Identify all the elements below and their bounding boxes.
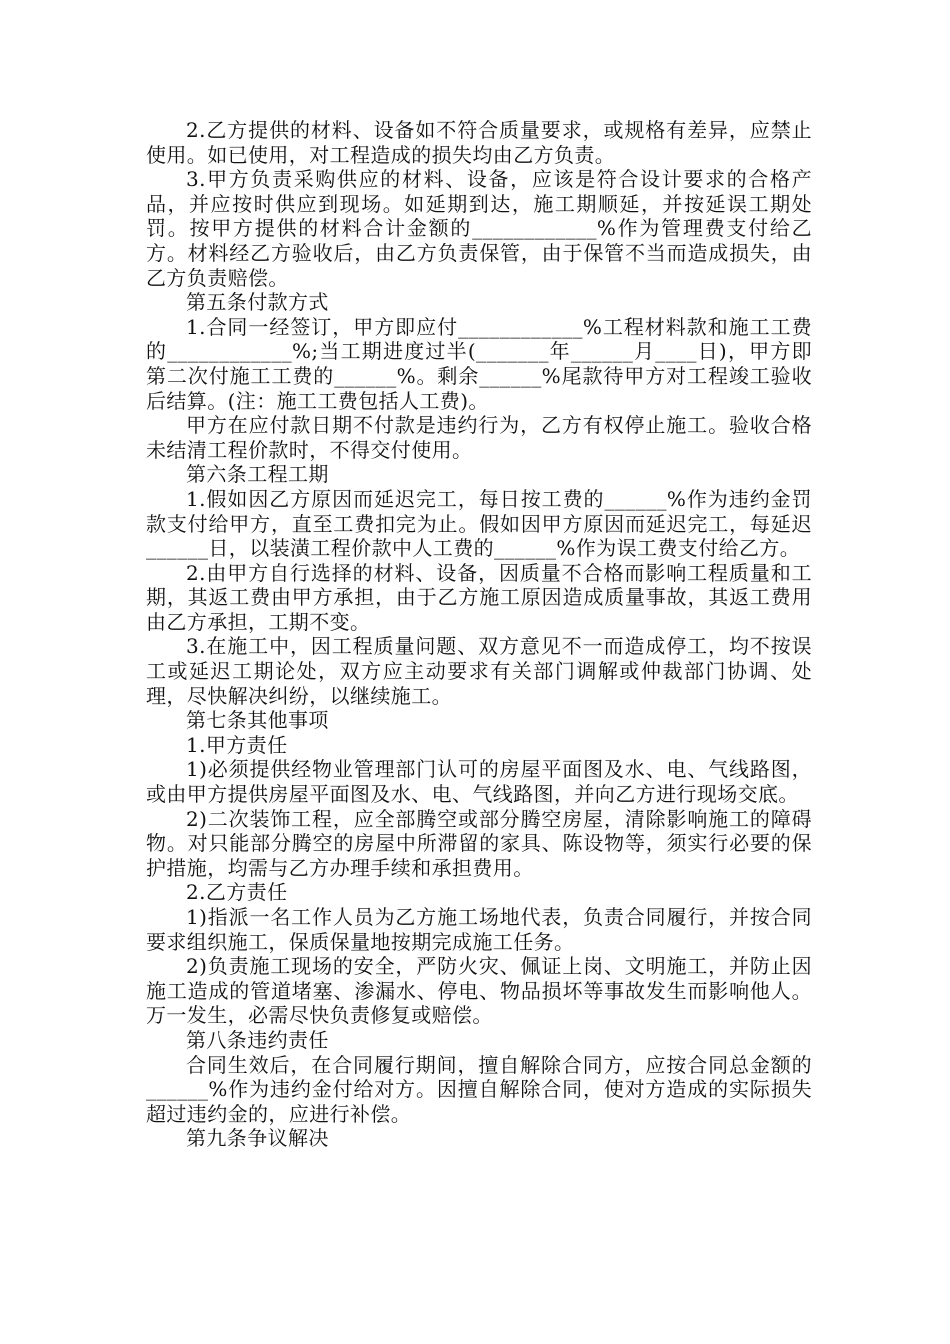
paragraph-party-b-duty-2: 2)负责施工现场的安全，严防火灾、佩证上岗、文明施工，并防止因施工造成的管道堵塞、渗漏水、停电、物品损坏等事故发生而影响他人。万一发生，必需尽快负责修复或赔偿。 (146, 954, 812, 1028)
paragraph-party-b-duty-1: 1)指派一名工作人员为乙方施工场地代表，负责合同履行，并按合同要求组织施工，保质保量地按期完成施工任务。 (146, 905, 812, 954)
paragraph-clause-4-item-2: 2.乙方提供的材料、设备如不符合质量要求，或规格有差异，应禁止使用。如已使用，对工程造成的损失均由乙方负责。 (146, 118, 812, 167)
paragraph-schedule-item-3: 3.在施工中，因工程质量问题、双方意见不一而造成停工，均不按误工或延迟工期论处，双方应主动要求有关部门调解或仲裁部门协调、处理，尽快解决纠纷，以继续施工。 (146, 634, 812, 708)
paragraph-party-a-duty-2: 2)二次装饰工程，应全部腾空或部分腾空房屋，清除影响施工的障碍物。对只能部分腾空的房屋中所滞留的家具、陈设物等，须实行必要的保护措施，均需与乙方办理手续和承担费用。 (146, 806, 812, 880)
document-body (146, 118, 812, 1151)
heading-article-9-dispute: 第九条争议解决 (186, 1126, 329, 1151)
paragraph-clause-4-item-3: 3.甲方负责采购供应的材料、设备，应该是符合设计要求的合格产品，并应按时供应到现场。如延期到达，施工期顺延，并按延误工期处罚。按甲方提供的材料合计金额的____________%作为管理费支付给乙方。材料经乙方验收后，由乙方负责保管，由于保管不当而造成损失，由乙方负责赔偿。 (146, 167, 812, 290)
paragraph-payment-item-1: 1.合同一经签订，甲方即应付____________%工程材料款和施工工费的____________%;当工期进度过半(_______年______月____日)，甲方即第二次付施工工费的______%。剩余______%尾款待甲方对工程竣工验收后结算。(注：施工工费包括人工费)。 (146, 314, 812, 413)
heading-article-8-breach: 第八条违约责任 (186, 1027, 329, 1052)
heading-party-b-duties: 2.乙方责任 (186, 880, 288, 905)
paragraph-party-a-duty-1: 1)必须提供经物业管理部门认可的房屋平面图及水、电、气线路图，或由甲方提供房屋平面图及水、电、气线路图，并向乙方进行现场交底。 (146, 757, 812, 807)
paragraph-breach-liability: 合同生效后，在合同履行期间，擅自解除合同方，应按合同总金额的______%作为违约金付给对方。因擅自解除合同，使对方造成的实际损失超过违约金的，应进行补偿。 (146, 1052, 812, 1126)
heading-article-7-other: 第七条其他事项 (186, 708, 329, 733)
heading-article-6-schedule: 第六条工程工期 (186, 462, 329, 487)
heading-party-a-duties: 1.甲方责任 (186, 732, 288, 757)
heading-article-5-payment: 第五条付款方式 (186, 290, 329, 315)
paragraph-schedule-item-2: 2.由甲方自行选择的材料、设备，因质量不合格而影响工程质量和工期，其返工费由甲方承担，由于乙方施工原因造成质量事故，其返工费用由乙方承担，工期不变。 (146, 560, 812, 634)
paragraph-schedule-item-1: 1.假如因乙方原因而延迟完工，每日按工费的______%作为违约金罚款支付给甲方，直至工费扣完为止。假如因甲方原因而延迟完工，每延迟______日，以装潢工程价款中人工费的______%作为误工费支付给乙方。 (146, 486, 812, 561)
paragraph-payment-default: 甲方在应付款日期不付款是违约行为，乙方有权停止施工。验收合格未结清工程价款时，不得交付使用。 (146, 413, 812, 462)
